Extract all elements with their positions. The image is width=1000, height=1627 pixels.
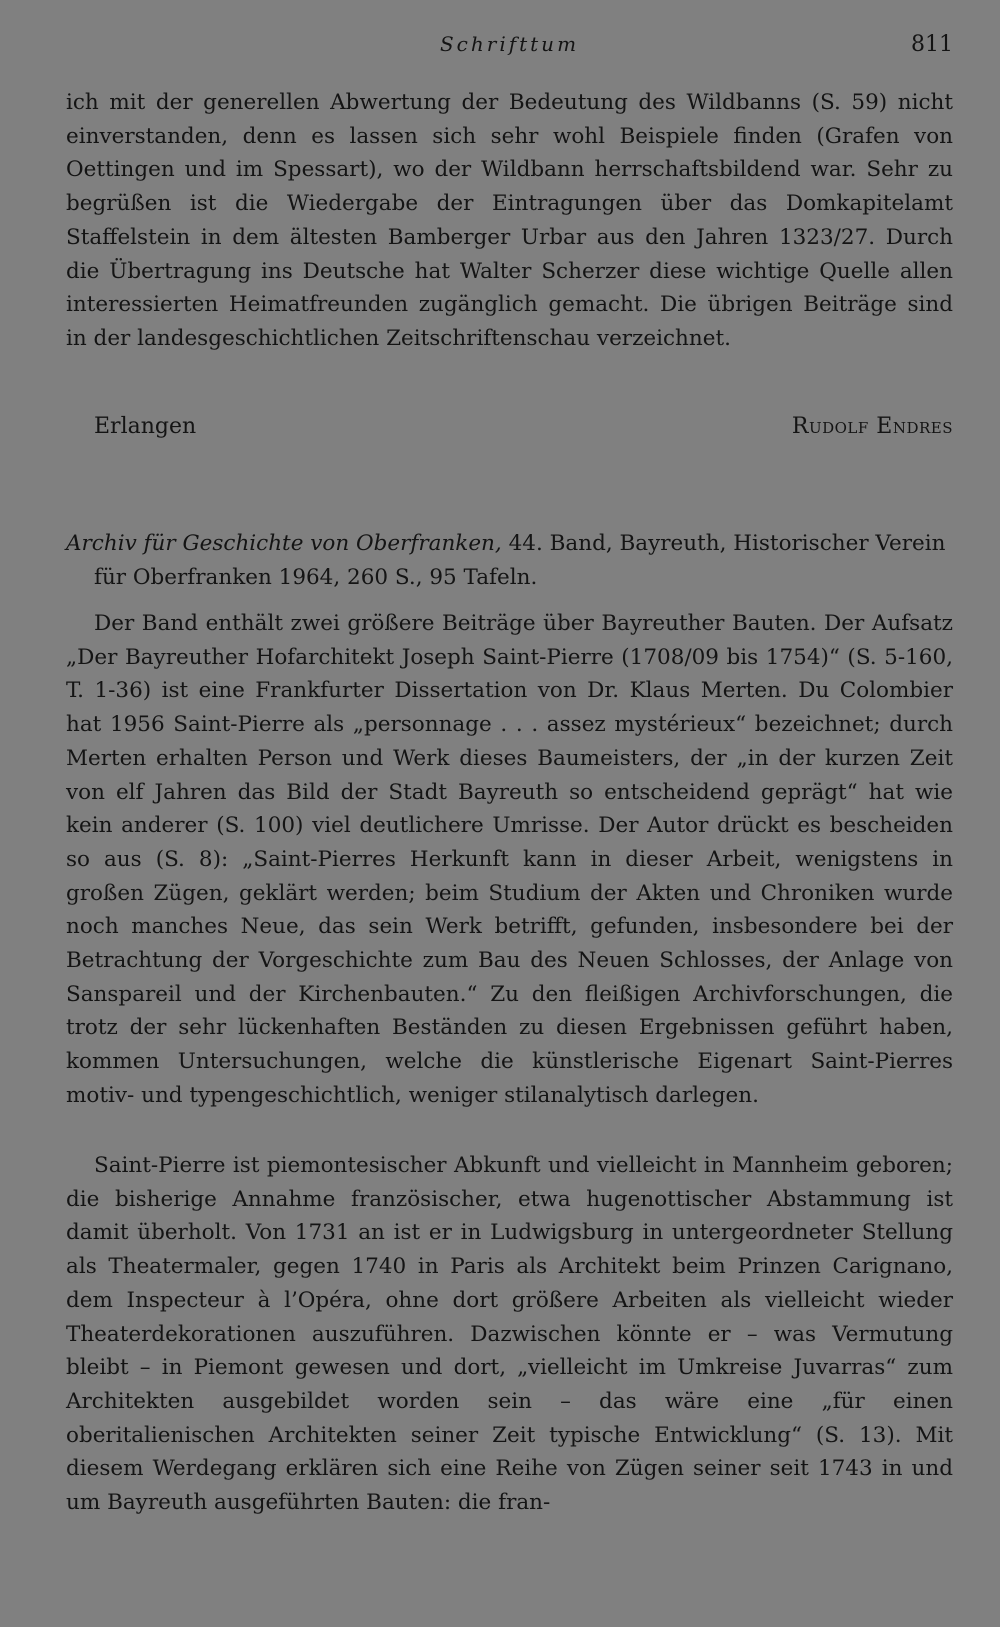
bibliographic-title: Archiv für Geschichte von Oberfranken, (66, 531, 502, 556)
bibliographic-details: 44. Band, Bayreuth, Historischer Verein für Oberfranken 1964, 260 S., 95 Tafeln. (94, 531, 946, 590)
review-paragraph-1: ich mit der generellen Abwertung der Bedeutung des Wildbanns (S. 59) nicht einverstanden, denn es lassen sich sehr wohl Beispiele finden (Grafen von Oettingen und im Spessart), wo der Wildbann herrschaftsbildend war. Sehr zu begrüßen ist die Wiedergabe der Eintragungen über das Domkapitelamt Staffelstein in dem ältesten Bamberger Urbar aus den Jahren 1323/27. Durch die Übertragung ins Deutsche hat Walter Scherzer diese wichtige Quelle allen interessierten Heimatfreunden zugänglich gemacht. Die übrigen Beiträge sind in der landesgeschichtlichen Zeitschriftenschau verzeichnet. (66, 90, 953, 351)
bibliographic-entry (66, 527, 953, 594)
signature-place: Erlangen (94, 414, 197, 439)
review-paragraph-3: Saint-Pierre ist piemontesischer Abkunft und vielleicht in Mannheim geboren; die bisherige Annahme französischer, etwa hugenottischer Abstammung ist damit überholt. Von 1731 an ist er in Ludwigsburg in untergeordneter Stellung als Theatermaler, gegen 1740 in Paris als Architekt beim Prinzen Carignano, dem Inspecteur à l’Opéra, ohne dort größere Arbeiten als vielleicht wieder Theaterdekorationen auszuführen. Dazwischen könnte er – was Vermutung bleibt – in Piemont gewesen und dort, „vielleicht im Umkreise Juvarras“ zum Architekten ausgebildet worden sein – das wäre eine „für einen oberitalienischen Architekten seiner Zeit typische Entwicklung“ (S. 13). Mit diesem Werdegang erklären sich eine Reihe von Zügen seiner seit 1743 in und um Bayreuth ausgeführten Bauten: die fran- (66, 1153, 953, 1516)
running-head (66, 32, 953, 66)
review-signature (66, 414, 953, 448)
signature-author: Rudolf Endres (791, 414, 953, 439)
running-head-title: Schrifttum (439, 32, 580, 56)
page-number: 811 (911, 32, 953, 57)
review-paragraph-2: Der Band enthält zwei größere Beiträge über Bayreuther Bauten. Der Aufsatz „Der Bayreuther Hofarchitekt Joseph Saint-Pierre (1708/09 bis 1754)“ (S. 5-160, T. 1-36) ist eine Frankfurter Dissertation von Dr. Klaus Merten. Du Colombier hat 1956 Saint-Pierre als „personnage . . . assez mystérieux“ bezeichnet; durch Merten erhalten Person und Werk dieses Baumeisters, der „in der kurzen Zeit von elf Jahren das Bild der Stadt Bayreuth so entscheidend geprägt“ hat wie kein anderer (S. 100) viel deutlichere Umrisse. Der Autor drückt es bescheiden so aus (S. 8): „Saint-Pierres Herkunft kann in dieser Arbeit, wenigstens in großen Zügen, geklärt werden; beim Studium der Akten und Chroniken wurde noch manches Neue, das sein Werk betrifft, gefunden, insbesondere bei der Betrachtung der Vorgeschichte zum Bau des Neuen Schlosses, der Anlage von Sanspareil und der Kirchenbauten.“ Zu den fleißigen Archivforschungen, die trotz der sehr lückenhaften Beständen zu diesen Ergebnissen geführt haben, kommen Untersuchungen, welche die künstlerische Eigenart Saint-Pierres motiv- und typengeschichtlich, weniger stilanalytisch darlegen. (66, 611, 953, 1108)
